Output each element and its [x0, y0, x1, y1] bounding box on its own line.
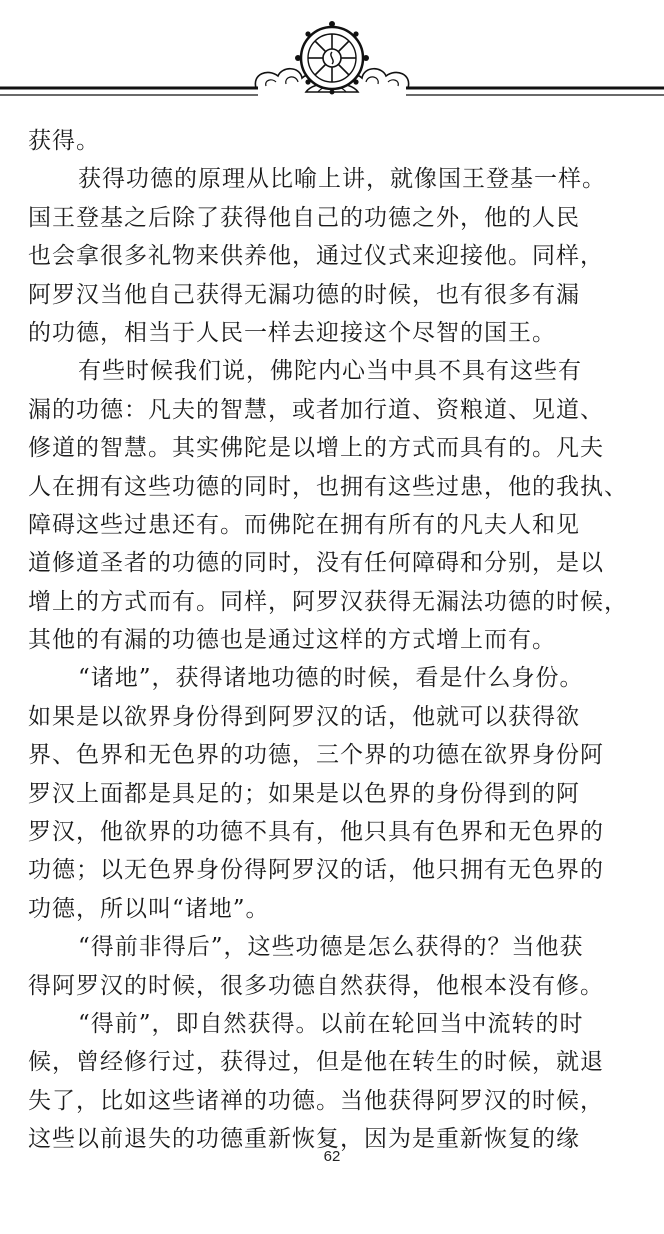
page-number: 62	[323, 1148, 341, 1165]
text-line: 人在拥有这些功德的同时，也拥有这些过患，他的我执、	[28, 473, 628, 500]
text-line: “得前非得后”，这些功德是怎么获得的？当他获	[78, 934, 584, 961]
text-line: 获得。	[28, 128, 100, 154]
text-line: 其他的有漏的功德也是通过这样的方式增上而有。	[28, 627, 556, 654]
text-line: 道修道圣者的功德的同时，没有任何障碍和分别，是以	[28, 550, 604, 577]
text-line: 得阿罗汉的时候，很多功德自然获得，他根本没有修。	[28, 972, 604, 999]
text-line: 国王登基之后除了获得他自己的功德之外，他的人民	[28, 204, 580, 231]
text-line: 罗汉，他欲界的功德不具有，他只具有色界和无色界的	[28, 819, 604, 846]
text-line: 界、色界和无色界的功德，三个界的功德在欲界身份阿	[28, 742, 604, 769]
text-line: 失了，比如这些诸禅的功德。当他获得阿罗汉的时候，	[28, 1087, 604, 1114]
text-line: 阿罗汉当他自己获得无漏功德的时候，也有很多有漏	[28, 281, 580, 308]
dharma-wheel-ornament	[0, 0, 664, 110]
text-line: 障碍这些过患还有。而佛陀在拥有所有的凡夫人和见	[28, 511, 580, 538]
text-line: 的功德，相当于人民一样去迎接这个尽智的国王。	[28, 319, 556, 346]
page-header	[0, 0, 664, 110]
text-line: “诸地”，获得诸地功德的时候，看是什么身份。	[78, 665, 584, 692]
text-line: 这些以前退失的功德重新恢复，因为是重新恢复的缘	[28, 1126, 580, 1153]
text-line: 有些时候我们说，佛陀内心当中具不具有这些有	[78, 358, 582, 385]
text-line: 罗汉上面都是具足的；如果是以色界的身份得到的阿	[28, 780, 580, 807]
text-line: 功德；以无色界身份得阿罗汉的话，他只拥有无色界的	[28, 857, 604, 884]
text-line: 获得功德的原理从比喻上讲，就像国王登基一样。	[78, 166, 606, 193]
body-text	[28, 122, 640, 1159]
text-line: “得前”，即自然获得。以前在轮回当中流转的时	[78, 1010, 584, 1037]
text-line: 候，曾经修行过，获得过，但是他在转生的时候，就退	[28, 1049, 604, 1076]
text-line: 漏的功德：凡夫的智慧，或者加行道、资粮道、见道、	[28, 396, 604, 423]
text-line: 也会拿很多礼物来供养他，通过仪式来迎接他。同样，	[28, 243, 604, 270]
text-line: 如果是以欲界身份得到阿罗汉的话，他就可以获得欲	[28, 703, 580, 730]
text-line: 增上的方式而有。同样，阿罗汉获得无漏法功德的时候，	[28, 588, 628, 615]
text-line: 功德，所以叫“诸地”。	[28, 895, 270, 922]
text-line: 修道的智慧。其实佛陀是以增上的方式而具有的。凡夫	[28, 435, 604, 462]
